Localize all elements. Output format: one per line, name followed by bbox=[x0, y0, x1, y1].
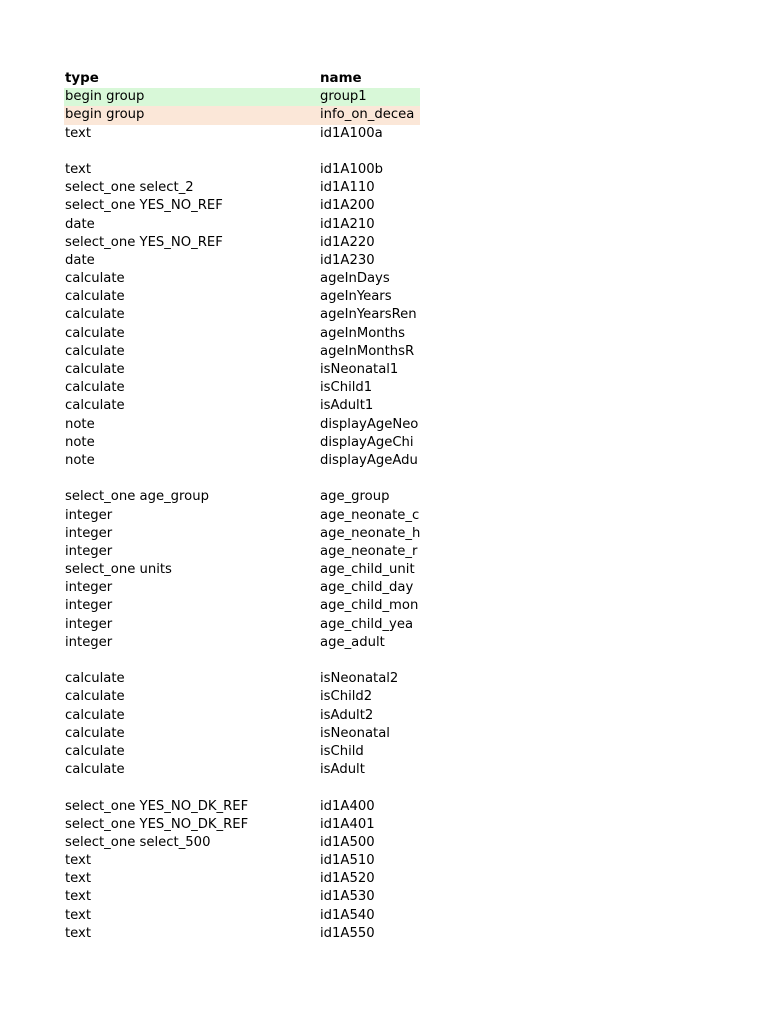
type-cell[interactable]: calculate bbox=[65, 762, 125, 778]
name-cell[interactable]: age_child_unit bbox=[320, 562, 415, 578]
type-cell[interactable]: select_one YES_NO_REF bbox=[65, 234, 223, 250]
table-row bbox=[64, 798, 420, 816]
type-cell[interactable]: select_one YES_NO_DK_REF bbox=[65, 816, 249, 832]
type-cell[interactable]: integer bbox=[65, 598, 113, 614]
name-cell[interactable]: id1A510 bbox=[320, 853, 375, 869]
type-cell[interactable]: select_one units bbox=[65, 562, 172, 578]
table-row bbox=[64, 834, 420, 852]
name-cell[interactable]: ageInMonthsR bbox=[320, 343, 415, 359]
name-cell[interactable]: age_neonate_c bbox=[320, 507, 420, 523]
name-cell[interactable]: isNeonatal2 bbox=[320, 671, 399, 687]
type-cell[interactable]: note bbox=[65, 452, 95, 468]
name-cell[interactable]: ageInDays bbox=[320, 271, 390, 287]
table-row bbox=[64, 106, 420, 124]
table-row bbox=[64, 852, 420, 870]
name-cell[interactable]: id1A230 bbox=[320, 252, 375, 268]
type-cell[interactable]: integer bbox=[65, 525, 113, 541]
type-cell[interactable]: calculate bbox=[65, 307, 125, 323]
type-cell[interactable]: select_one select_2 bbox=[65, 180, 194, 196]
name-cell[interactable]: age_child_yea bbox=[320, 616, 414, 632]
name-cell[interactable]: age_child_mon bbox=[320, 598, 419, 614]
table-row bbox=[64, 634, 420, 652]
type-cell[interactable]: select_one select_500 bbox=[65, 834, 211, 850]
table-row bbox=[64, 216, 420, 234]
table-row bbox=[64, 707, 420, 725]
type-cell[interactable]: calculate bbox=[65, 707, 125, 723]
table-row bbox=[64, 743, 420, 761]
table-row bbox=[64, 470, 420, 488]
type-cell[interactable]: calculate bbox=[65, 380, 125, 396]
name-cell[interactable]: age_adult bbox=[320, 634, 385, 650]
spreadsheet-table bbox=[64, 70, 420, 943]
type-cell[interactable]: calculate bbox=[65, 743, 125, 759]
table-row bbox=[64, 325, 420, 343]
type-cell[interactable]: calculate bbox=[65, 325, 125, 341]
name-cell[interactable]: id1A100b bbox=[320, 161, 383, 177]
name-cell[interactable]: isChild1 bbox=[320, 380, 373, 396]
type-cell[interactable]: integer bbox=[65, 507, 113, 523]
name-cell[interactable]: id1A400 bbox=[320, 798, 375, 814]
name-cell[interactable]: ageInYearsRen bbox=[320, 307, 417, 323]
type-cell[interactable]: calculate bbox=[65, 689, 125, 705]
table-row bbox=[64, 597, 420, 615]
table-row bbox=[64, 252, 420, 270]
table-body bbox=[64, 88, 420, 943]
table-row bbox=[64, 434, 420, 452]
table-row bbox=[64, 179, 420, 197]
name-cell[interactable]: ageInYears bbox=[320, 289, 392, 305]
table-row bbox=[64, 416, 420, 434]
type-cell[interactable]: select_one age_group bbox=[65, 489, 209, 505]
type-cell[interactable]: text bbox=[65, 161, 92, 177]
name-cell[interactable]: id1A520 bbox=[320, 871, 375, 887]
table-row bbox=[64, 688, 420, 706]
table-row bbox=[64, 234, 420, 252]
table-row bbox=[64, 670, 420, 688]
type-cell[interactable]: calculate bbox=[65, 362, 125, 377]
name-cell[interactable]: isNeonatal1 bbox=[320, 362, 399, 377]
type-cell[interactable]: integer bbox=[65, 634, 113, 650]
table-row bbox=[64, 507, 420, 525]
table-row bbox=[64, 343, 420, 361]
name-cell[interactable]: id1A550 bbox=[320, 925, 375, 941]
table-row bbox=[64, 779, 420, 797]
name-cell[interactable]: isAdult bbox=[320, 762, 365, 778]
table-row bbox=[64, 870, 420, 888]
header-row bbox=[64, 70, 420, 88]
name-cell[interactable]: id1A540 bbox=[320, 907, 375, 923]
type-cell[interactable]: text bbox=[65, 889, 92, 905]
name-cell[interactable]: isAdult1 bbox=[320, 398, 374, 414]
name-cell[interactable]: age_neonate_h bbox=[320, 525, 420, 541]
table-row bbox=[64, 452, 420, 470]
table-row bbox=[64, 306, 420, 324]
type-cell[interactable]: calculate bbox=[65, 271, 125, 287]
table-row bbox=[64, 361, 420, 379]
table-row bbox=[64, 270, 420, 288]
name-cell[interactable]: isAdult2 bbox=[320, 707, 374, 723]
name-cell[interactable]: displayAgeChi bbox=[320, 434, 414, 450]
table-row bbox=[64, 561, 420, 579]
table-row bbox=[64, 143, 420, 161]
name-cell[interactable]: age_child_day bbox=[320, 580, 414, 596]
type-cell[interactable]: begin group bbox=[65, 89, 145, 105]
type-cell[interactable]: calculate bbox=[65, 398, 125, 414]
name-cell[interactable]: id1A401 bbox=[320, 816, 375, 832]
type-cell[interactable]: integer bbox=[65, 543, 113, 559]
type-cell[interactable]: text bbox=[65, 925, 92, 941]
name-cell[interactable]: isChild2 bbox=[320, 689, 373, 705]
table-row bbox=[64, 579, 420, 597]
table-row bbox=[64, 907, 420, 925]
name-cell[interactable]: id1A200 bbox=[320, 198, 375, 214]
name-cell[interactable]: info_on_decea bbox=[320, 107, 415, 123]
name-cell[interactable]: id1A500 bbox=[320, 834, 375, 850]
type-cell[interactable]: integer bbox=[65, 616, 113, 632]
name-cell[interactable]: group1 bbox=[320, 89, 367, 105]
type-cell[interactable]: integer bbox=[65, 580, 113, 596]
name-cell[interactable]: ageInMonths bbox=[320, 325, 406, 341]
table-row bbox=[64, 288, 420, 306]
table-row bbox=[64, 125, 420, 143]
type-cell[interactable]: calculate bbox=[65, 289, 125, 305]
table-row bbox=[64, 725, 420, 743]
table-row bbox=[64, 525, 420, 543]
type-cell[interactable]: text bbox=[65, 907, 92, 923]
type-cell[interactable]: date bbox=[65, 216, 95, 232]
name-cell[interactable]: isChild bbox=[320, 743, 364, 759]
table-row bbox=[64, 379, 420, 397]
type-cell[interactable]: text bbox=[65, 853, 92, 869]
name-cell[interactable]: id1A220 bbox=[320, 234, 375, 250]
type-cell[interactable]: begin group bbox=[65, 107, 145, 123]
name-cell[interactable]: displayAgeAdu bbox=[320, 452, 418, 468]
name-cell[interactable]: id1A210 bbox=[320, 216, 375, 232]
type-cell[interactable]: note bbox=[65, 416, 95, 432]
type-column-header[interactable]: type bbox=[65, 71, 99, 86]
table-row bbox=[64, 761, 420, 779]
table-row bbox=[64, 543, 420, 561]
type-cell[interactable]: select_one YES_NO_REF bbox=[65, 198, 223, 214]
name-cell[interactable]: age_neonate_r bbox=[320, 543, 418, 559]
table-row bbox=[64, 888, 420, 906]
table-row bbox=[64, 616, 420, 634]
type-cell[interactable]: text bbox=[65, 125, 92, 141]
table-row bbox=[64, 488, 420, 506]
table-row bbox=[64, 925, 420, 943]
table-row bbox=[64, 397, 420, 415]
type-cell[interactable]: note bbox=[65, 434, 95, 450]
name-cell[interactable]: age_group bbox=[320, 489, 390, 505]
type-cell[interactable]: text bbox=[65, 871, 92, 887]
type-cell[interactable]: calculate bbox=[65, 343, 125, 359]
table-row bbox=[64, 652, 420, 670]
type-cell[interactable]: calculate bbox=[65, 725, 125, 741]
table-row bbox=[64, 161, 420, 179]
table-row bbox=[64, 88, 420, 106]
type-cell[interactable]: date bbox=[65, 252, 95, 268]
name-cell[interactable]: id1A530 bbox=[320, 889, 375, 905]
table-row bbox=[64, 816, 420, 834]
type-cell[interactable]: select_one YES_NO_DK_REF bbox=[65, 798, 249, 814]
name-column-header[interactable]: name bbox=[320, 71, 362, 86]
table-row bbox=[64, 197, 420, 215]
name-cell[interactable]: id1A110 bbox=[320, 180, 375, 196]
name-cell[interactable]: displayAgeNeo bbox=[320, 416, 419, 432]
type-cell[interactable]: calculate bbox=[65, 671, 125, 687]
name-cell[interactable]: id1A100a bbox=[320, 125, 383, 141]
name-cell[interactable]: isNeonatal bbox=[320, 725, 390, 741]
